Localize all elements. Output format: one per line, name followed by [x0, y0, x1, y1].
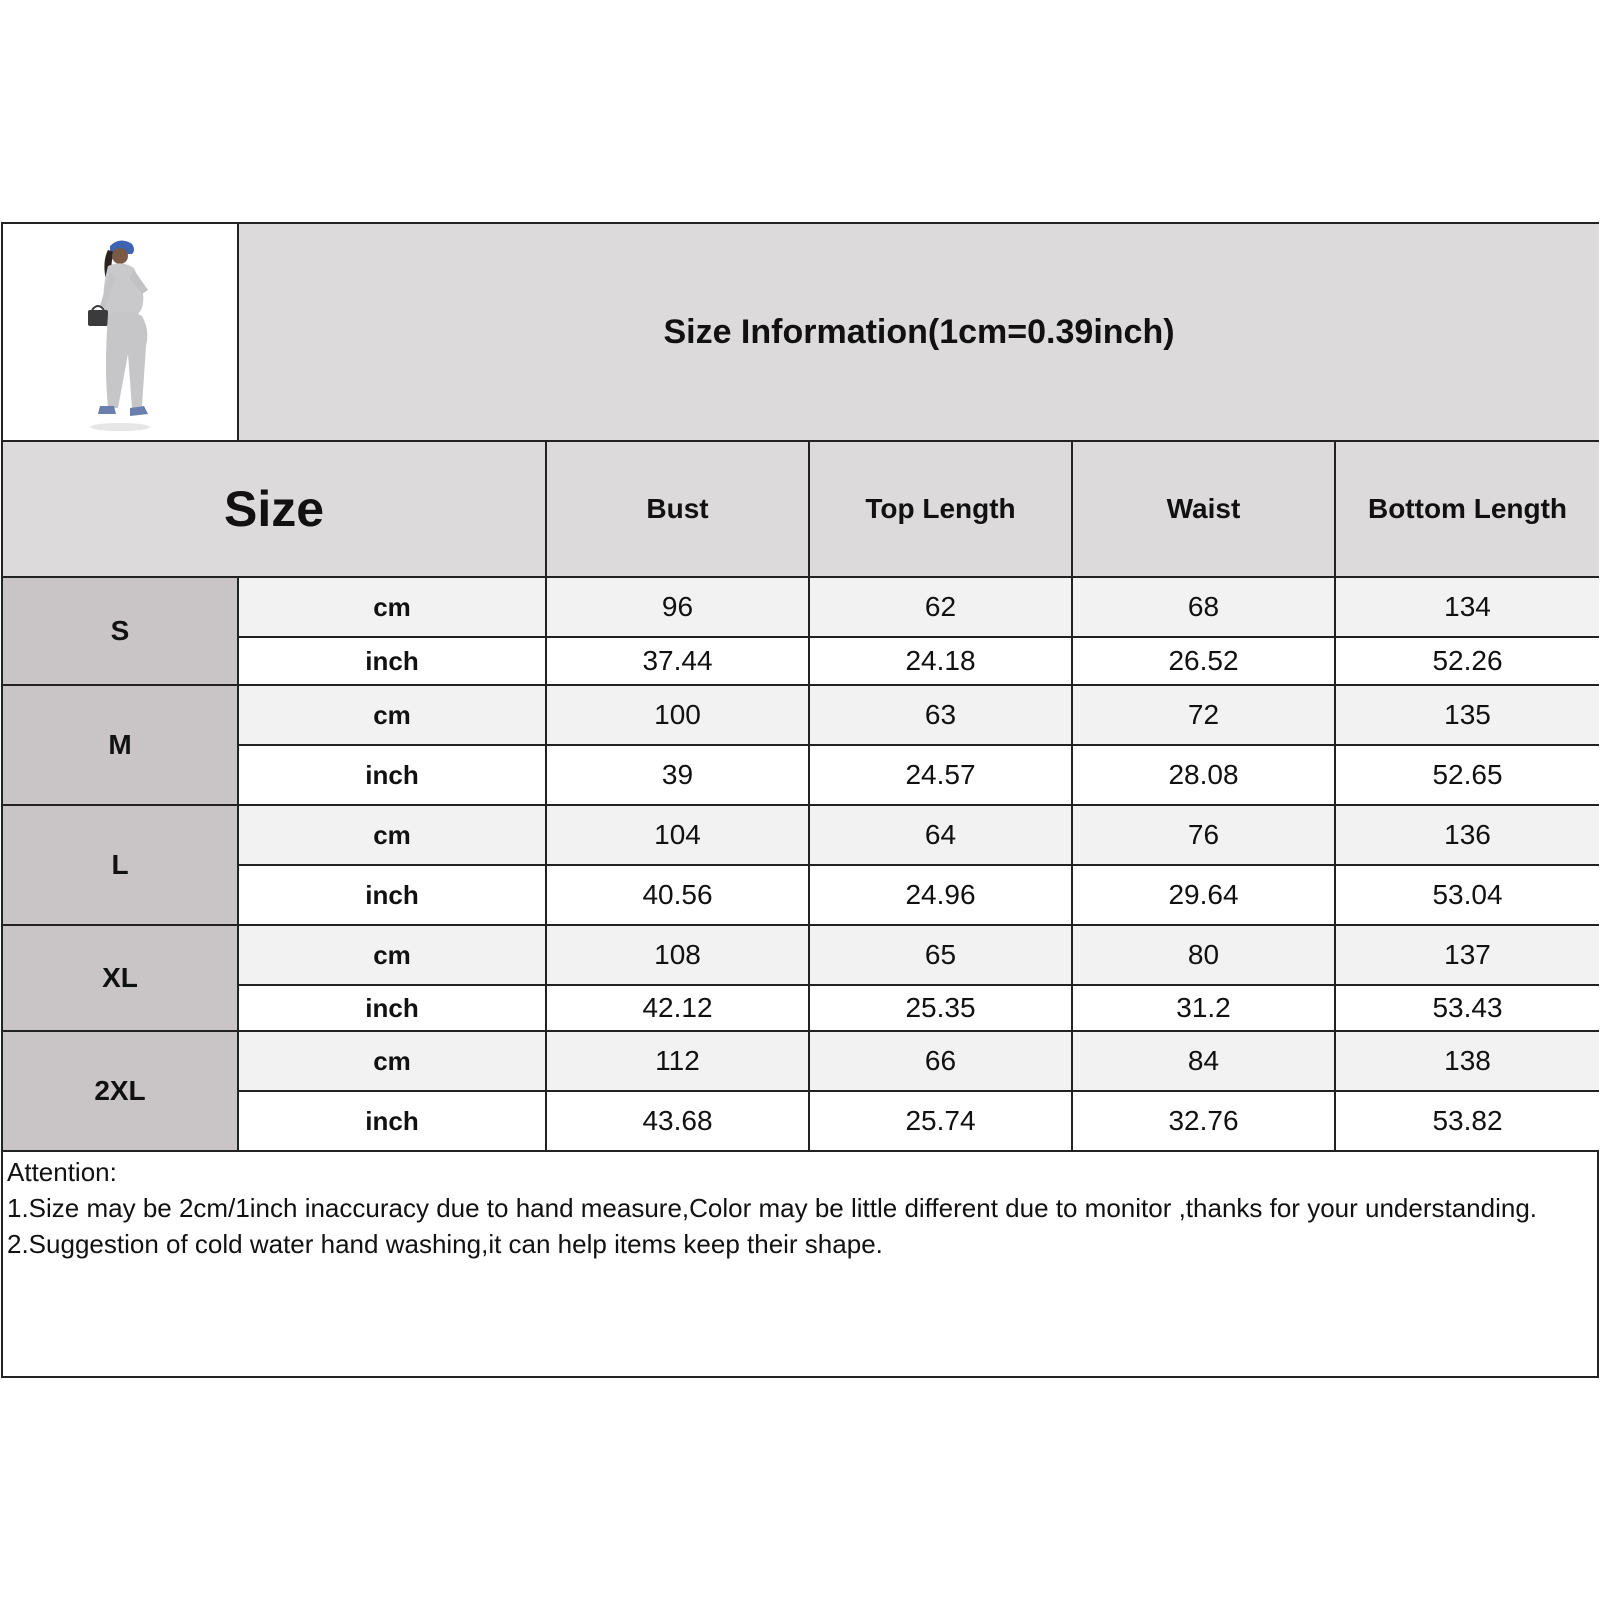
table-cell: 25.74 [810, 1092, 1073, 1152]
unit-label: inch [239, 866, 547, 926]
unit-label: cm [239, 926, 547, 986]
unit-label: cm [239, 686, 547, 746]
table-cell: 32.76 [1073, 1092, 1336, 1152]
chart-title: Size Information(1cm=0.39inch) [239, 224, 1599, 442]
size-label-l: L [3, 806, 239, 926]
table-cell: 62 [810, 578, 1073, 638]
unit-label: inch [239, 746, 547, 806]
size-column-header: Size [3, 442, 547, 578]
table-cell: 29.64 [1073, 866, 1336, 926]
table-cell: 43.68 [547, 1092, 810, 1152]
unit-label: cm [239, 578, 547, 638]
table-cell: 26.52 [1073, 638, 1336, 686]
unit-label: cm [239, 1032, 547, 1092]
bottom-length-column-header: Bottom Length [1336, 442, 1599, 578]
table-cell: 53.43 [1336, 986, 1599, 1032]
table-cell: 104 [547, 806, 810, 866]
table-cell: 39 [547, 746, 810, 806]
attention-notes [7, 1154, 1595, 1262]
table-cell: 37.44 [547, 638, 810, 686]
attention-heading: Attention: [7, 1157, 117, 1187]
table-cell: 137 [1336, 926, 1599, 986]
table-cell: 52.26 [1336, 638, 1599, 686]
size-chart [1, 222, 1599, 1378]
table-cell: 52.65 [1336, 746, 1599, 806]
table-cell: 24.96 [810, 866, 1073, 926]
table-cell: 100 [547, 686, 810, 746]
table-cell: 66 [810, 1032, 1073, 1092]
table-cell: 53.82 [1336, 1092, 1599, 1152]
table-cell: 76 [1073, 806, 1336, 866]
table-cell: 135 [1336, 686, 1599, 746]
table-cell: 96 [547, 578, 810, 638]
table-cell: 112 [547, 1032, 810, 1092]
table-cell: 24.18 [810, 638, 1073, 686]
top-length-column-header: Top Length [810, 442, 1073, 578]
table-cell: 64 [810, 806, 1073, 866]
table-cell: 40.56 [547, 866, 810, 926]
table-cell: 63 [810, 686, 1073, 746]
table-cell: 65 [810, 926, 1073, 986]
table-cell: 134 [1336, 578, 1599, 638]
unit-label: cm [239, 806, 547, 866]
table-cell: 108 [547, 926, 810, 986]
model-figure-icon [50, 232, 190, 432]
table-cell: 25.35 [810, 986, 1073, 1032]
table-cell: 80 [1073, 926, 1336, 986]
table-cell: 31.2 [1073, 986, 1336, 1032]
model-photo [3, 224, 239, 442]
bust-column-header: Bust [547, 442, 810, 578]
table-cell: 53.04 [1336, 866, 1599, 926]
size-label-m: M [3, 686, 239, 806]
attention-note-1: 1.Size may be 2cm/1inch inaccuracy due to hand measure,Color may be little different due to monitor ,thanks for your understanding. [7, 1193, 1538, 1223]
unit-label: inch [239, 638, 547, 686]
table-cell: 138 [1336, 1032, 1599, 1092]
waist-column-header: Waist [1073, 442, 1336, 578]
table-cell: 28.08 [1073, 746, 1336, 806]
table-cell: 136 [1336, 806, 1599, 866]
attention-note-2: 2.Suggestion of cold water hand washing,it can help items keep their shape. [7, 1229, 883, 1259]
table-cell: 72 [1073, 686, 1336, 746]
size-label-xl: XL [3, 926, 239, 1032]
size-label-s: S [3, 578, 239, 686]
unit-label: inch [239, 986, 547, 1032]
table-cell: 24.57 [810, 746, 1073, 806]
unit-label: inch [239, 1092, 547, 1152]
size-label-2xl: 2XL [3, 1032, 239, 1152]
table-cell: 68 [1073, 578, 1336, 638]
table-cell: 84 [1073, 1032, 1336, 1092]
table-cell: 42.12 [547, 986, 810, 1032]
